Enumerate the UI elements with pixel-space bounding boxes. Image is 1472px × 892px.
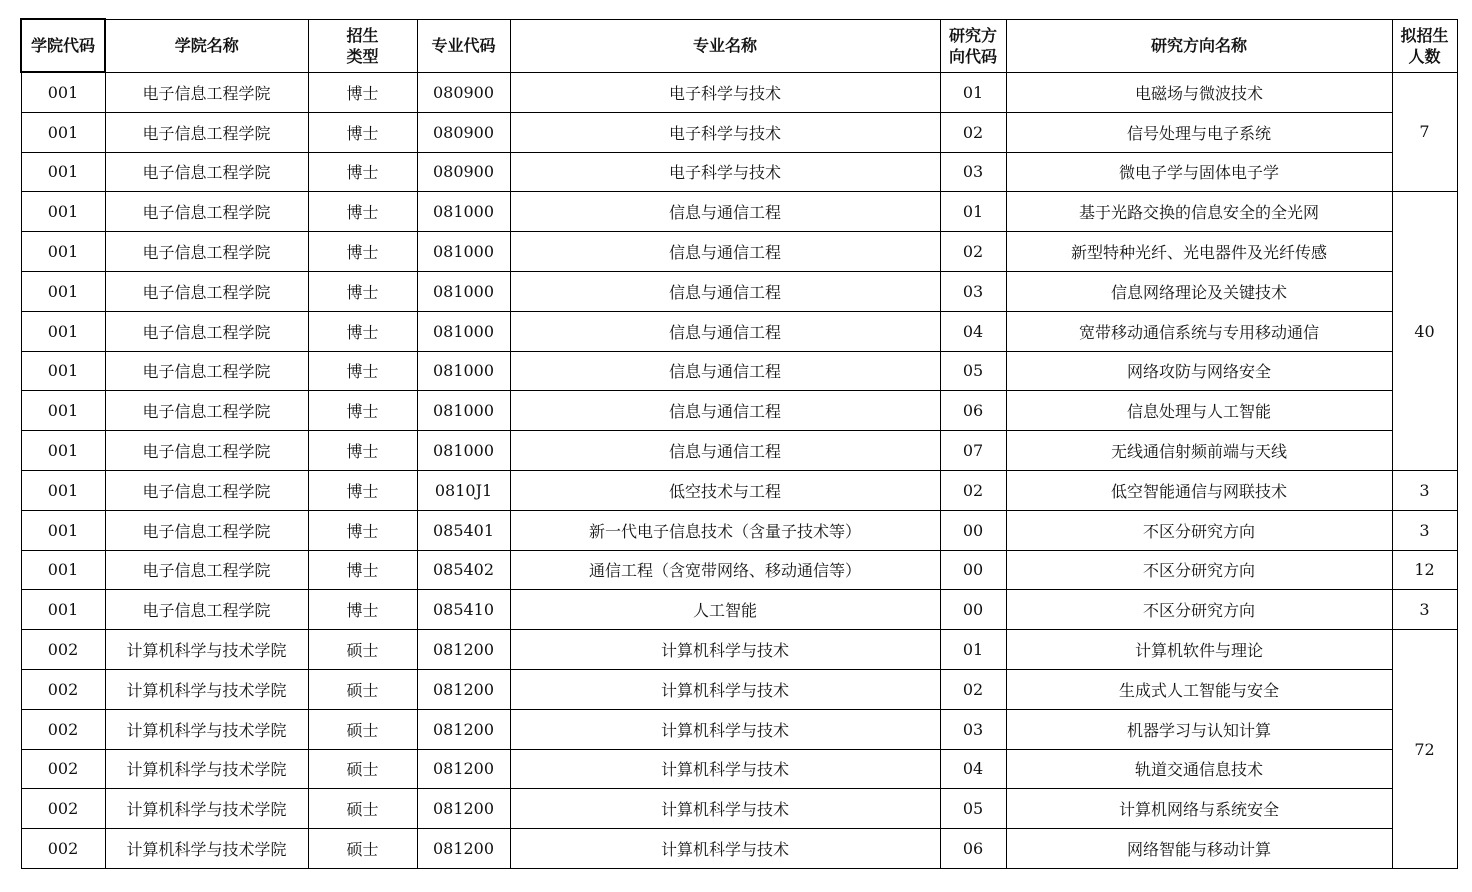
table-row — [21, 391, 1457, 431]
major-name-cell: 信息与通信工程 — [510, 311, 940, 351]
direction-name-cell: 基于光路交换的信息安全的全光网 — [1006, 192, 1392, 232]
enrollment-type-cell: 硕士 — [308, 709, 417, 749]
direction-name-cell: 不区分研究方向 — [1006, 510, 1392, 550]
direction-code-cell: 00 — [940, 590, 1006, 630]
table-row — [21, 550, 1457, 590]
major-name-cell: 信息与通信工程 — [510, 192, 940, 232]
major-code-cell: 081000 — [417, 311, 510, 351]
enrollment-type-cell: 博士 — [308, 152, 417, 192]
table-header — [21, 19, 1457, 72]
quota-cell: 72 — [1392, 630, 1457, 869]
major-code-cell: 080900 — [417, 152, 510, 192]
college-code-cell: 001 — [21, 192, 105, 232]
major-code-cell: 081000 — [417, 192, 510, 232]
college-name-cell: 计算机科学与技术学院 — [105, 669, 308, 709]
direction-code-cell: 02 — [940, 112, 1006, 152]
table-row — [21, 431, 1457, 471]
direction-code-cell: 02 — [940, 470, 1006, 510]
college-name-cell: 电子信息工程学院 — [105, 232, 308, 272]
major-name-cell: 计算机科学与技术 — [510, 630, 940, 670]
college-name-cell: 电子信息工程学院 — [105, 550, 308, 590]
enrollment-plan-table — [20, 18, 1458, 869]
table-row — [21, 630, 1457, 670]
header-enrollment-type — [308, 19, 417, 72]
quota-cell: 3 — [1392, 470, 1457, 510]
direction-code-cell: 06 — [940, 829, 1006, 869]
college-code-cell: 001 — [21, 271, 105, 311]
major-name-cell: 信息与通信工程 — [510, 431, 940, 471]
college-name-cell: 电子信息工程学院 — [105, 152, 308, 192]
enrollment-type-cell: 硕士 — [308, 829, 417, 869]
college-code-cell: 001 — [21, 391, 105, 431]
table-row — [21, 72, 1457, 112]
enrollment-type-cell: 硕士 — [308, 749, 417, 789]
major-code-cell: 081200 — [417, 669, 510, 709]
direction-name-cell: 轨道交通信息技术 — [1006, 749, 1392, 789]
college-name-cell: 电子信息工程学院 — [105, 590, 308, 630]
major-name-cell: 计算机科学与技术 — [510, 829, 940, 869]
direction-code-cell: 01 — [940, 72, 1006, 112]
enrollment-type-cell: 博士 — [308, 431, 417, 471]
college-code-cell: 002 — [21, 749, 105, 789]
header-direction-code-line1: 研究方 — [948, 25, 997, 45]
header-quota-line2: 人数 — [1408, 46, 1441, 66]
direction-code-cell: 03 — [940, 271, 1006, 311]
college-name-cell: 计算机科学与技术学院 — [105, 749, 308, 789]
header-direction-name: 研究方向名称 — [1006, 19, 1392, 72]
table-row — [21, 311, 1457, 351]
direction-code-cell: 03 — [940, 152, 1006, 192]
enrollment-type-cell: 博士 — [308, 590, 417, 630]
college-name-cell: 电子信息工程学院 — [105, 271, 308, 311]
direction-code-cell: 02 — [940, 669, 1006, 709]
college-name-cell: 电子信息工程学院 — [105, 431, 308, 471]
major-name-cell: 信息与通信工程 — [510, 391, 940, 431]
college-name-cell: 电子信息工程学院 — [105, 510, 308, 550]
header-quota-line1: 拟招生 — [1400, 25, 1449, 45]
direction-name-cell: 信息网络理论及关键技术 — [1006, 271, 1392, 311]
major-name-cell: 电子科学与技术 — [510, 112, 940, 152]
college-name-cell: 电子信息工程学院 — [105, 311, 308, 351]
direction-name-cell: 生成式人工智能与安全 — [1006, 669, 1392, 709]
header-major-code: 专业代码 — [417, 19, 510, 72]
enrollment-type-cell: 博士 — [308, 351, 417, 391]
direction-code-cell: 03 — [940, 709, 1006, 749]
table-row — [21, 470, 1457, 510]
header-college-name: 学院名称 — [105, 19, 308, 72]
table-row — [21, 232, 1457, 272]
college-code-cell: 001 — [21, 152, 105, 192]
major-name-cell: 计算机科学与技术 — [510, 789, 940, 829]
enrollment-type-cell: 博士 — [308, 192, 417, 232]
direction-name-cell: 信息处理与人工智能 — [1006, 391, 1392, 431]
quota-cell: 3 — [1392, 510, 1457, 550]
direction-code-cell: 00 — [940, 510, 1006, 550]
direction-code-cell: 05 — [940, 789, 1006, 829]
table-row — [21, 749, 1457, 789]
enrollment-type-cell: 博士 — [308, 112, 417, 152]
table-row — [21, 510, 1457, 550]
header-quota — [1392, 19, 1457, 72]
quota-cell: 3 — [1392, 590, 1457, 630]
major-code-cell: 080900 — [417, 72, 510, 112]
table-row — [21, 709, 1457, 749]
college-code-cell: 002 — [21, 630, 105, 670]
college-code-cell: 002 — [21, 709, 105, 749]
college-code-cell: 001 — [21, 431, 105, 471]
direction-name-cell: 网络攻防与网络安全 — [1006, 351, 1392, 391]
major-name-cell: 计算机科学与技术 — [510, 749, 940, 789]
direction-name-cell: 机器学习与认知计算 — [1006, 709, 1392, 749]
direction-code-cell: 04 — [940, 749, 1006, 789]
enrollment-type-cell: 博士 — [308, 470, 417, 510]
major-code-cell: 081200 — [417, 749, 510, 789]
enrollment-type-cell: 硕士 — [308, 630, 417, 670]
enrollment-type-cell: 博士 — [308, 510, 417, 550]
direction-name-cell: 信号处理与电子系统 — [1006, 112, 1392, 152]
major-code-cell: 081000 — [417, 351, 510, 391]
major-code-cell: 081000 — [417, 271, 510, 311]
direction-name-cell: 计算机软件与理论 — [1006, 630, 1392, 670]
header-major-name: 专业名称 — [510, 19, 940, 72]
enrollment-type-cell: 博士 — [308, 550, 417, 590]
college-code-cell: 001 — [21, 112, 105, 152]
college-code-cell: 001 — [21, 72, 105, 112]
direction-name-cell: 无线通信射频前端与天线 — [1006, 431, 1392, 471]
direction-name-cell: 不区分研究方向 — [1006, 550, 1392, 590]
college-name-cell: 计算机科学与技术学院 — [105, 630, 308, 670]
major-code-cell: 0810J1 — [417, 470, 510, 510]
enrollment-type-cell: 博士 — [308, 271, 417, 311]
college-code-cell: 001 — [21, 232, 105, 272]
table-body — [21, 72, 1457, 868]
college-code-cell: 001 — [21, 351, 105, 391]
college-name-cell: 电子信息工程学院 — [105, 112, 308, 152]
major-name-cell: 电子科学与技术 — [510, 152, 940, 192]
college-code-cell: 002 — [21, 669, 105, 709]
table-row — [21, 152, 1457, 192]
major-name-cell: 信息与通信工程 — [510, 271, 940, 311]
college-code-cell: 002 — [21, 789, 105, 829]
enrollment-type-cell: 博士 — [308, 391, 417, 431]
major-name-cell: 新一代电子信息技术（含量子技术等） — [510, 510, 940, 550]
direction-name-cell: 宽带移动通信系统与专用移动通信 — [1006, 311, 1392, 351]
major-code-cell: 081000 — [417, 232, 510, 272]
header-direction-code — [940, 19, 1006, 72]
header-row — [21, 19, 1457, 72]
quota-cell: 7 — [1392, 72, 1457, 192]
direction-code-cell: 01 — [940, 630, 1006, 670]
direction-name-cell: 不区分研究方向 — [1006, 590, 1392, 630]
direction-code-cell: 07 — [940, 431, 1006, 471]
major-code-cell: 085401 — [417, 510, 510, 550]
table-row — [21, 192, 1457, 232]
table-row — [21, 669, 1457, 709]
major-code-cell: 085402 — [417, 550, 510, 590]
header-direction-code-line2: 向代码 — [948, 46, 997, 66]
major-name-cell: 信息与通信工程 — [510, 232, 940, 272]
header-enrollment-type-line1: 招生 — [346, 25, 379, 45]
enrollment-type-cell: 硕士 — [308, 789, 417, 829]
major-name-cell: 信息与通信工程 — [510, 351, 940, 391]
college-name-cell: 电子信息工程学院 — [105, 351, 308, 391]
major-name-cell: 计算机科学与技术 — [510, 709, 940, 749]
college-code-cell: 001 — [21, 550, 105, 590]
college-code-cell: 001 — [21, 470, 105, 510]
direction-name-cell: 电磁场与微波技术 — [1006, 72, 1392, 112]
quota-cell: 12 — [1392, 550, 1457, 590]
direction-name-cell: 低空智能通信与网联技术 — [1006, 470, 1392, 510]
college-code-cell: 001 — [21, 510, 105, 550]
quota-cell: 40 — [1392, 192, 1457, 471]
enrollment-type-cell: 博士 — [308, 72, 417, 112]
table-row — [21, 829, 1457, 869]
table-row — [21, 351, 1457, 391]
major-name-cell: 低空技术与工程 — [510, 470, 940, 510]
table-row — [21, 789, 1457, 829]
enrollment-type-cell: 硕士 — [308, 669, 417, 709]
major-code-cell: 085410 — [417, 590, 510, 630]
enrollment-type-cell: 博士 — [308, 232, 417, 272]
major-code-cell: 080900 — [417, 112, 510, 152]
major-code-cell: 081200 — [417, 829, 510, 869]
major-code-cell: 081200 — [417, 630, 510, 670]
college-name-cell: 电子信息工程学院 — [105, 470, 308, 510]
direction-code-cell: 04 — [940, 311, 1006, 351]
college-name-cell: 计算机科学与技术学院 — [105, 789, 308, 829]
college-code-cell: 001 — [21, 590, 105, 630]
college-name-cell: 电子信息工程学院 — [105, 72, 308, 112]
college-name-cell: 电子信息工程学院 — [105, 391, 308, 431]
major-code-cell: 081200 — [417, 789, 510, 829]
major-name-cell: 通信工程（含宽带网络、移动通信等） — [510, 550, 940, 590]
direction-code-cell: 02 — [940, 232, 1006, 272]
direction-code-cell: 00 — [940, 550, 1006, 590]
major-code-cell: 081200 — [417, 709, 510, 749]
header-college-code: 学院代码 — [21, 19, 105, 72]
major-code-cell: 081000 — [417, 431, 510, 471]
direction-name-cell: 新型特种光纤、光电器件及光纤传感 — [1006, 232, 1392, 272]
major-name-cell: 电子科学与技术 — [510, 72, 940, 112]
college-name-cell: 计算机科学与技术学院 — [105, 829, 308, 869]
college-code-cell: 002 — [21, 829, 105, 869]
college-name-cell: 计算机科学与技术学院 — [105, 709, 308, 749]
major-name-cell: 人工智能 — [510, 590, 940, 630]
college-code-cell: 001 — [21, 311, 105, 351]
major-name-cell: 计算机科学与技术 — [510, 669, 940, 709]
table-row — [21, 590, 1457, 630]
enrollment-type-cell: 博士 — [308, 311, 417, 351]
table-row — [21, 112, 1457, 152]
table-row — [21, 271, 1457, 311]
header-enrollment-type-line2: 类型 — [346, 46, 379, 66]
direction-name-cell: 计算机网络与系统安全 — [1006, 789, 1392, 829]
direction-name-cell: 网络智能与移动计算 — [1006, 829, 1392, 869]
direction-code-cell: 06 — [940, 391, 1006, 431]
direction-name-cell: 微电子学与固体电子学 — [1006, 152, 1392, 192]
major-code-cell: 081000 — [417, 391, 510, 431]
direction-code-cell: 05 — [940, 351, 1006, 391]
college-name-cell: 电子信息工程学院 — [105, 192, 308, 232]
direction-code-cell: 01 — [940, 192, 1006, 232]
